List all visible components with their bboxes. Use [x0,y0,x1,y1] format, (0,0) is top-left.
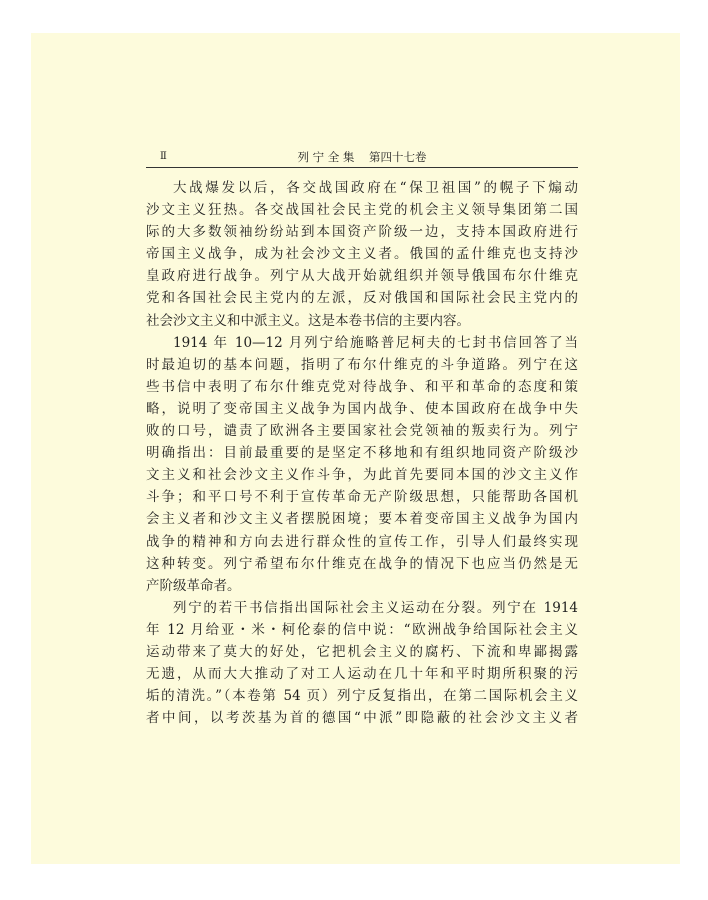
text-line: 皇政府进行战争。列宁从大战开始就组织并领导俄国布尔什维克 [146,268,578,285]
text-line: 产阶级革命者。 [146,577,241,594]
paragraph-3 [146,597,578,730]
text-line: 略，说明了变帝国主义战争为国内战争、使本国政府在战争中失 [146,400,578,417]
text-line: 无遗，从而大大推动了对工人运动在几十年和平时期所积聚的污 [146,666,578,683]
running-title: 列 宁 全 集 第四十七卷 [297,150,427,164]
text-line: 些书信中表明了布尔什维克党对待战争、和平和革命的态度和策 [146,378,578,395]
text-line: 文主义和社会沙文主义作斗争，为此首先要同本国的沙文主义作 [146,467,578,484]
text-line: 社会沙文主义和中派主义。这是本卷书信的主要内容。 [146,312,470,329]
running-header [146,150,578,168]
text-line: 明确指出：目前最重要的是坚定不移地和有组织地同资产阶级沙 [146,445,578,462]
text-line: 际的大多数领袖纷纷站到本国资产阶级一边，支持本国政府进行 [146,224,578,241]
body-text [146,177,578,729]
text-line: 列宁的若干书信指出国际社会主义运动在分裂。列宁在 1914 [173,599,578,616]
text-line: 时最迫切的基本问题，指明了布尔什维克的斗争道路。列宁在这 [146,356,578,373]
text-line: 运动带来了莫大的好处，它把机会主义的腐朽、下流和卑鄙揭露 [146,643,578,660]
paragraph-2 [146,332,578,597]
page-number: Ⅱ [160,151,167,162]
text-line: 大战爆发以后，各交战国政府在“保卫祖国”的幌子下煽动 [173,180,578,196]
text-line: 者中间，以考茨基为首的德国“中派”即隐蔽的社会沙文主义者 [146,710,578,727]
text-line: 1914 年 10—12 月列宁给施略普尼柯夫的七封书信回答了当 [173,334,578,351]
text-line: 党和各国社会民主党内的左派，反对俄国和国际社会民主党内的 [146,290,578,307]
text-line: 沙文主义狂热。各交战国社会民主党的机会主义领导集团第二国 [146,202,578,219]
text-line: 战争的精神和方向去进行群众性的宣传工作，引导人们最终实现 [146,533,578,550]
paragraph-1 [146,177,578,332]
text-line: 会主义者和沙文主义者摆脱困境；要本着变帝国主义战争为国内 [146,511,578,528]
text-line: 帝国主义战争，成为社会沙文主义者。俄国的孟什维克也支持沙 [146,246,578,263]
text-line: 斗争；和平口号不利于宣传革命无产阶级思想，只能帮助各国机 [146,489,578,506]
text-line: 败的口号，谴责了欧洲各主要国家社会党领袖的叛卖行为。列宁 [146,423,578,440]
text-line: 这种转变。列宁希望布尔什维克在战争的情况下也应当仍然是无 [146,555,578,572]
text-line: 年 12 月给亚・米・柯伦泰的信中说：“欧洲战争给国际社会主义 [146,621,578,638]
text-line: 垢的清洗。”（本卷第 54 页）列宁反复指出，在第二国际机会主义 [146,688,578,705]
